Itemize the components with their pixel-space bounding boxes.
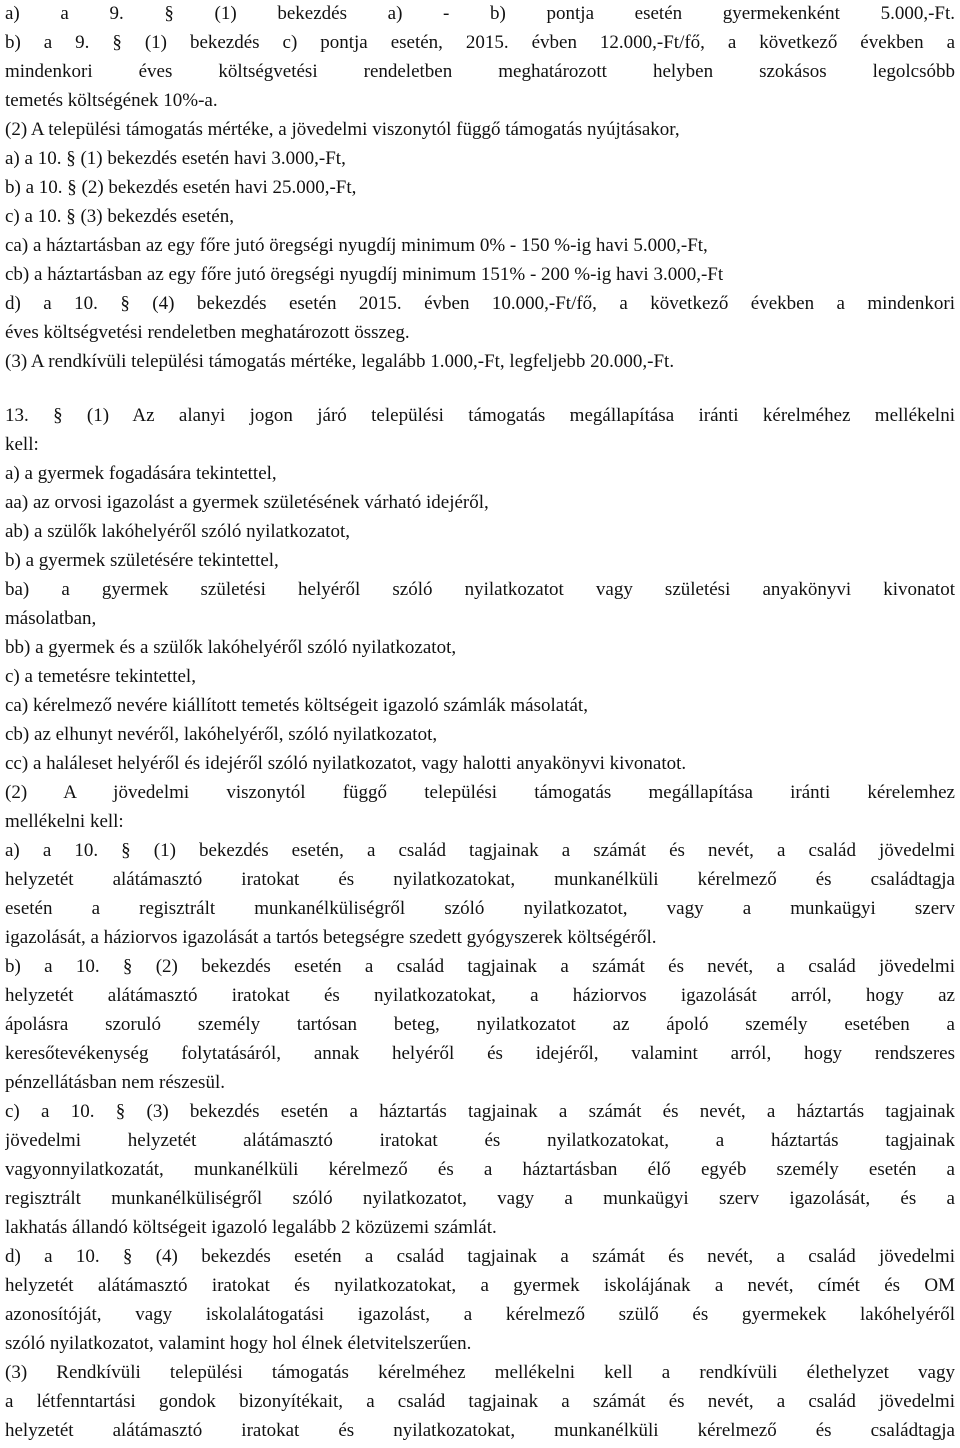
text-line: helyzetét alátámasztó iratokat és nyilatkozatokat, a háziorvos igazolását arról, hogy az — [5, 985, 955, 1006]
text-line: igazolását, a háziorvos igazolását a tartós betegségre szedett gyógyszerek költségéről. — [5, 927, 657, 948]
text-line: 13. § (1) Az alanyi jogon járó települési támogatás megállapítása iránti kérelméhez mellékelni — [5, 405, 955, 426]
text-line: pénzellátásban nem részesül. — [5, 1072, 225, 1093]
text-line: éves költségvetési rendeletben meghatározott összeg. — [5, 322, 410, 343]
text-line: bb) a gyermek és a szülők lakóhelyéről szóló nyilatkozatot, — [5, 637, 457, 658]
text-line: a) a gyermek fogadására tekintettel, — [5, 463, 277, 484]
text-line: d) a 10. § (4) bekezdés esetén a család tagjainak a számát és nevét, a család jövedelmi — [5, 1246, 955, 1267]
text-line: jövedelmi helyzetét alátámasztó iratokat és nyilatkozatokat, a háztartás tagjainak — [5, 1130, 955, 1151]
text-line: esetén a regisztrált munkanélküliségről szóló nyilatkozatot, vagy a munkaügyi szerv — [5, 898, 955, 919]
text-line: aa) az orvosi igazolást a gyermek születésének várható idejéről, — [5, 492, 489, 513]
text-line: d) a 10. § (4) bekezdés esetén 2015. évben 10.000,-Ft/fő, a következő években a mindenkori — [5, 293, 955, 314]
text-line: mindenkori éves költségvetési rendeletben meghatározott helyben szokásos legolcsóbb — [5, 61, 955, 82]
text-line: c) a temetésre tekintettel, — [5, 666, 196, 687]
text-line: (2) A települési támogatás mértéke, a jövedelmi viszonytól függő támogatás nyújtásakor, — [5, 119, 680, 140]
text-line: helyzetét alátámasztó iratokat és nyilatkozatokat, a gyermek iskolájának a nevét, címét és OM — [5, 1275, 955, 1296]
text-line: ápolásra szoruló személy tartósan beteg, nyilatkozatot az ápoló személy esetében a — [5, 1014, 955, 1035]
text-line: c) a 10. § (3) bekezdés esetén, — [5, 206, 234, 227]
text-line: temetés költségének 10%-a. — [5, 90, 218, 111]
text-line: b) a 10. § (2) bekezdés esetén a család tagjainak a számát és nevét, a család jövedelmi — [5, 956, 955, 977]
text-line: cb) a háztartásban az egy főre jutó öregségi nyugdíj minimum 151% - 200 %-ig havi 3.000,-Ft — [5, 264, 724, 285]
text-line: (3) Rendkívüli települési támogatás kérelméhez mellékelni kell a rendkívüli élethelyzet vagy — [5, 1362, 955, 1383]
text-line: b) a gyermek születésére tekintettel, — [5, 550, 279, 571]
text-line: a) a 9. § (1) bekezdés a) - b) pontja esetén gyermekenként 5.000,-Ft. — [5, 3, 955, 24]
text-line: a) a 10. § (1) bekezdés esetén havi 3.000,-Ft, — [5, 148, 346, 169]
text-line: b) a 10. § (2) bekezdés esetén havi 25.000,-Ft, — [5, 177, 357, 198]
text-line: (2) A jövedelmi viszonytól függő települési támogatás megállapítása iránti kérelemhez — [5, 782, 955, 803]
text-line: helyzetét alátámasztó iratokat és nyilatkozatokat, munkanélküli kérelmező és családtagja — [5, 869, 955, 890]
text-line: azonosítóját, vagy iskolalátogatási igazolást, a kérelmező szülő és gyermekek lakóhelyéről — [5, 1304, 955, 1325]
text-line: szóló nyilatkozatot, valamint hogy hol élnek életvitelszerűen. — [5, 1333, 472, 1354]
text-line: ba) a gyermek születési helyéről szóló nyilatkozatot vagy születési anyakönyvi kivonatot — [5, 579, 955, 600]
text-line: c) a 10. § (3) bekezdés esetén a háztartás tagjainak a számát és nevét, a háztartás tagjainak — [5, 1101, 955, 1122]
text-line: a) a 10. § (1) bekezdés esetén, a család tagjainak a számát és nevét, a család jövedelmi — [5, 840, 955, 861]
text-line: helyzetét alátámasztó iratokat és nyilatkozatokat, munkanélküli kérelmező és családtagja — [5, 1420, 955, 1441]
text-line: ca) kérelmező nevére kiállított temetés költségeit igazoló számlák másolatát, — [5, 695, 588, 716]
text-line: regisztrált munkanélküliségről szóló nyilatkozatot, vagy a munkaügyi szerv igazolását, és a — [5, 1188, 955, 1209]
text-line: másolatban, — [5, 608, 97, 629]
text-line: keresőtevékenység folytatásáról, annak helyéről és idejéről, valamint arról, hogy rendszeres — [5, 1043, 955, 1064]
text-line: a létfenntartási gondok bizonyítékait, a család tagjainak a számát és nevét, a család jövedelmi — [5, 1391, 955, 1412]
text-line: kell: — [5, 434, 39, 455]
text-line: ca) a háztartásban az egy főre jutó öregségi nyugdíj minimum 0% - 150 %-ig havi 5.000,-Ft, — [5, 235, 708, 256]
text-line: ab) a szülők lakóhelyéről szóló nyilatkozatot, — [5, 521, 351, 542]
text-line: mellékelni kell: — [5, 811, 124, 832]
text-line: cb) az elhunyt nevéről, lakóhelyéről, szóló nyilatkozatot, — [5, 724, 438, 745]
text-line: cc) a haláleset helyéről és idejéről szóló nyilatkozatot, vagy halotti anyakönyvi kivonatot. — [5, 753, 687, 774]
text-line: b) a 9. § (1) bekezdés c) pontja esetén, 2015. évben 12.000,-Ft/fő, a következő években a — [5, 32, 955, 53]
text-line: lakhatás állandó költségeit igazoló legalább 2 közüzemi számlát. — [5, 1217, 497, 1238]
text-line: (3) A rendkívüli települési támogatás mértéke, legalább 1.000,-Ft, legfeljebb 20.000,-Ft. — [5, 351, 675, 372]
text-line: vagyonnyilatkozatát, munkanélküli kérelmező és a háztartásban élő egyéb személy esetén a — [5, 1159, 955, 1180]
